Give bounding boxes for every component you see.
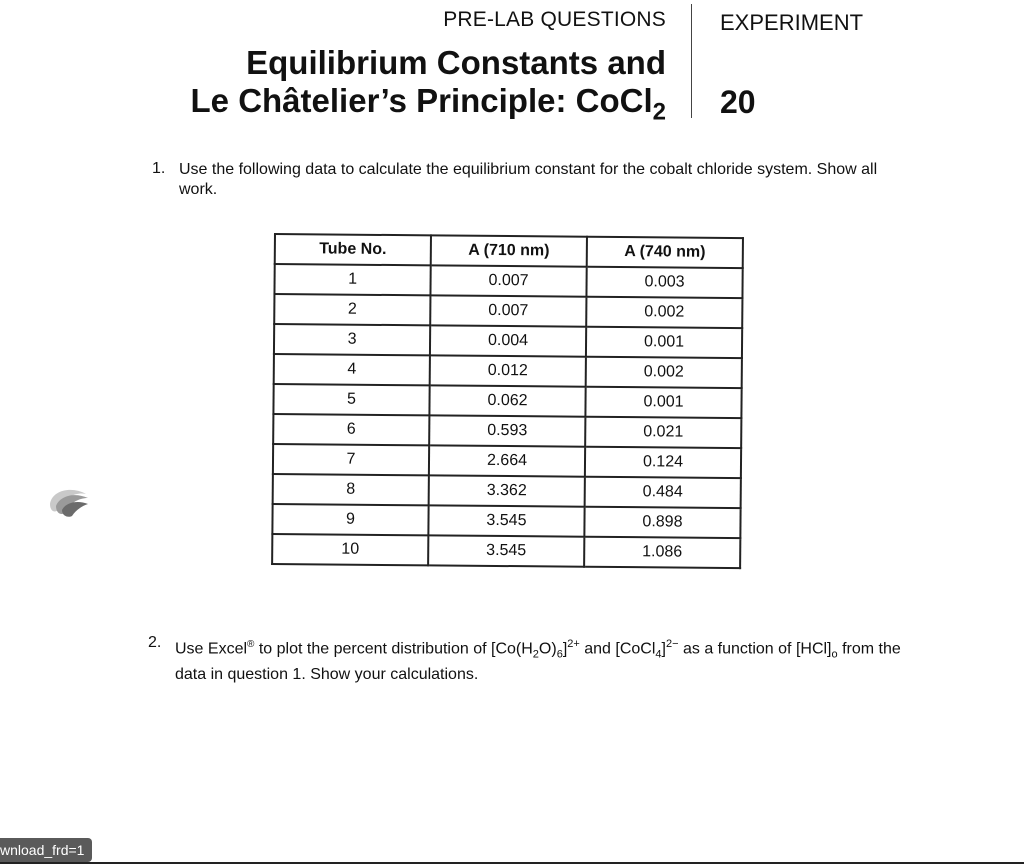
table-row [273,384,741,418]
table-body [272,264,743,568]
q2-part: to plot the percent distribution of [Co(H [254,640,533,658]
table-cell: 0.001 [586,327,742,358]
table-cell: 0.593 [429,415,585,446]
table-cell: 4 [274,354,430,385]
question-2-text [175,634,935,685]
table-header-row [275,234,743,268]
table-cell: 6 [273,414,429,445]
download-tab[interactable]: wnload_frd=1 [0,838,92,862]
shell-swirl-icon [42,482,92,522]
title-subscript: 2 [652,98,666,126]
table-row [274,264,742,298]
table-cell: 0.002 [586,357,742,388]
table-cell: 1.086 [584,537,740,568]
header-divider [691,4,692,118]
table-row [274,354,742,388]
table-cell: 0.001 [585,387,741,418]
q2-part: and [CoCl [579,640,656,658]
table-cell: 0.004 [430,325,586,356]
q2-part: O) [538,640,557,658]
table-cell: 8 [273,474,429,505]
table-row [272,504,740,538]
q2-sup: 2− [665,638,679,650]
table-cell: 10 [272,534,428,565]
q2-sub: o [831,648,838,661]
table-row [273,414,741,448]
experiment-number: 20 [720,84,756,120]
registered-mark: ® [247,639,255,650]
header-left [180,8,666,132]
title-line-1: Equilibrium Constants and [246,44,666,81]
bottom-edge-line [0,862,1024,864]
prelab-label: PRE-LAB QUESTIONS [443,8,666,31]
table-cell: 2.664 [429,445,585,476]
table-cell: 3.545 [428,535,584,566]
table-cell: 0.002 [586,297,742,328]
q2-sub: 6 [556,648,563,661]
question-1-number: 1. [152,160,166,177]
table-cell: 0.012 [430,355,586,386]
table-header-cell: A (740 nm) [587,237,743,268]
table-row [273,444,741,478]
table-cell: 0.062 [429,385,585,416]
table-cell: 0.124 [585,447,741,478]
table-header-cell: A (710 nm) [431,235,587,266]
table-cell: 3 [274,324,430,355]
table-row [274,324,742,358]
table-cell: 3.545 [428,505,584,536]
table-cell: 0.021 [585,417,741,448]
table-cell: 0.007 [430,265,586,296]
table-cell: 3.362 [429,475,585,506]
table-cell: 0.898 [584,507,740,538]
table-cell: 2 [274,294,430,325]
q2-sub: 2 [532,648,539,661]
table-cell: 0.003 [586,267,742,298]
q2-sup: 2+ [567,638,580,650]
table-cell: 5 [273,384,429,415]
absorbance-table [271,233,744,569]
title-line-2-main: Le Châtelier’s Principle: CoCl [190,82,653,119]
experiment-label: EXPERIMENT [720,10,864,35]
table-row [272,534,740,568]
table-cell: 1 [274,264,430,295]
table-cell: 9 [272,504,428,535]
question-2-number: 2. [148,634,162,651]
q2-part: ] [661,640,666,658]
title-line-2 [180,82,666,132]
table-row [273,474,741,508]
q2-part: ] [562,640,568,658]
q2-part: as a function of [HCl] [678,640,832,658]
table-row [274,294,742,328]
table-cell: 0.484 [585,477,741,508]
table-cell: 0.007 [430,295,586,326]
q2-part: Use Excel [175,640,248,658]
table-header-cell: Tube No. [275,234,431,265]
question-1-text: Use the following data to calculate the equilibrium constant for the cobalt chloride system. Show all work. [179,161,878,198]
q2-sub: 4 [655,648,662,661]
q2-part: from the data in question 1. Show your calculations. [175,640,901,683]
table-cell: 7 [273,444,429,475]
